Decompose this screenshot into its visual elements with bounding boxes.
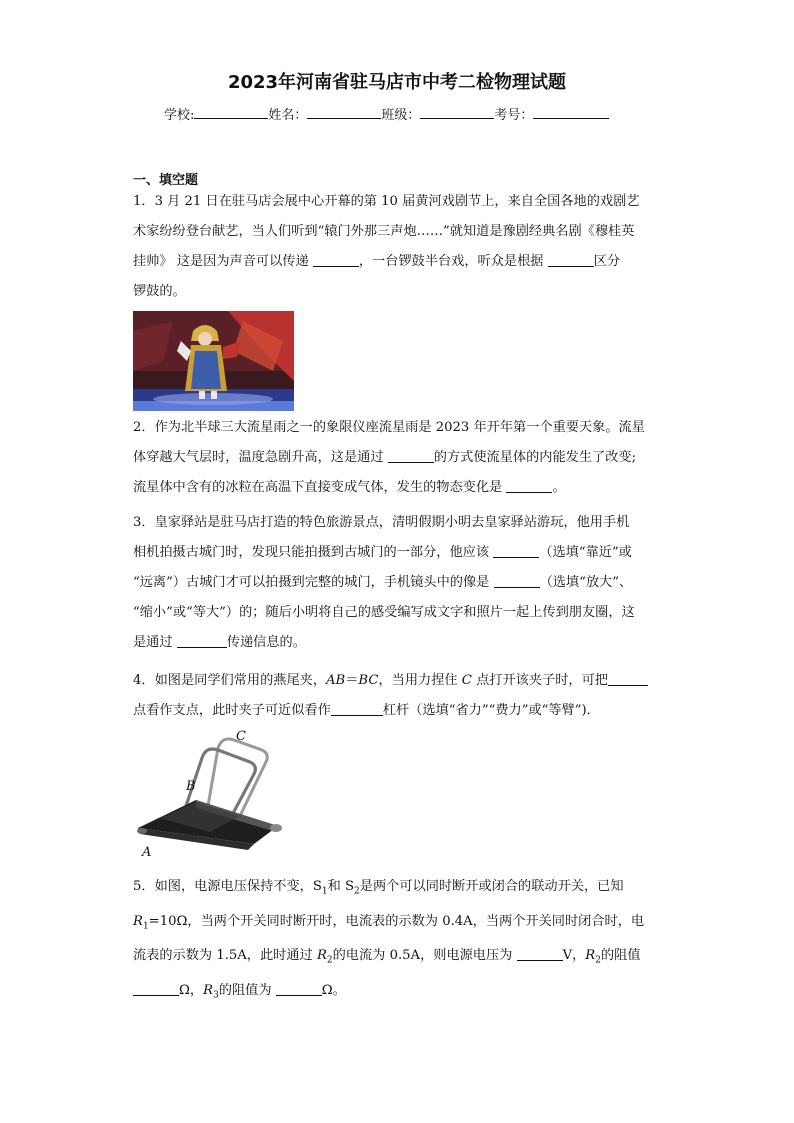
class-blank (420, 106, 494, 119)
q2-line-2 (133, 443, 663, 473)
answer-blank (313, 253, 359, 267)
q4-line-2 (133, 696, 663, 726)
class-label: 班级： (381, 108, 421, 123)
section-heading: 一、填空题 (133, 173, 199, 188)
q4-text: 杠杆（选填“省力”“费力”或“等臂”)． (382, 703, 600, 718)
q5-text: 的阻值为 (218, 982, 276, 998)
question-4 (133, 666, 663, 726)
q3-text: （选填“放大”、 (539, 575, 633, 590)
exam-no-blank (533, 106, 609, 119)
answer-blank (493, 544, 539, 558)
q5-text: Ω。 (321, 982, 346, 998)
q5-subscript: 2 (326, 955, 333, 966)
answer-blank (388, 449, 434, 463)
q4-text: ＝ (345, 673, 359, 688)
q3-text: “远离”）古城门才可以拍摄到完整的城门，手机镜头中的像是 (133, 575, 494, 590)
q2-text: 的方式使流星体的内能发生了改变; (433, 450, 637, 465)
school-label: 学校: (164, 108, 195, 123)
q5-text: V， (562, 948, 586, 964)
name-blank (307, 106, 381, 119)
q5-line-2 (133, 907, 663, 942)
q2-line-1: 2．作为北半球三大流星雨之一的象限仪座流星雨是 2023 年开年第一个重要天象。流星 (133, 420, 645, 435)
q5-text: 和 S (327, 879, 355, 894)
answer-blank (133, 982, 179, 996)
q4-text: 点打开该夹子时，可把 (471, 673, 608, 688)
q3-line-1: 3．皇家驿站是驻马店打造的特色旅游景点，清明假期小明去皇家驿站游玩，他用手机 (133, 515, 630, 530)
q5-text: R (585, 948, 596, 964)
answer-blank (276, 982, 322, 996)
q4-text: AB (326, 673, 346, 688)
exam-no-label: 考号： (494, 108, 534, 123)
q5-subscript: 1 (142, 921, 149, 932)
q5-subscript: 2 (595, 955, 601, 966)
q3-text: （选填“靠近”或 (539, 545, 632, 560)
opera-performer-photo (133, 311, 294, 411)
q5-text: R (133, 913, 143, 929)
q5-text: 的阻值 (600, 948, 641, 964)
q5-text: 流表的示数为 1.5A，此时通过 (133, 948, 317, 964)
q4-line-1 (133, 666, 663, 696)
q5-text: =10Ω，当两个开关同时断开时，电流表的示数为 0.4A，当两个开关同时闭合时，电 (148, 913, 645, 929)
student-info-line (164, 104, 609, 123)
answer-blank (177, 634, 227, 648)
q3-line-4: “缩小”或“等大”）的；随后小明将自己的感受编写成文字和照片一起上传到朋友圈，这 (133, 605, 635, 620)
q1-line-2: 术家纷纷登台献艺，当人们听到“辕门外那三声炮……”就知道是豫剧经典名剧《穆桂英 (133, 224, 635, 239)
q5-text: 5．如图，电源电压保持不变，S (133, 879, 322, 894)
q3-text: 相机拍摄古城门时，发现只能拍摄到古城门的一部分，他应该 (133, 545, 494, 560)
q3-text: 是通过 (133, 635, 177, 650)
q5-line-4 (133, 976, 663, 1011)
q4-text: 点看作支点，此时夹子可近似看作 (133, 703, 331, 718)
answer-blank (548, 253, 594, 267)
q5-subscript: 2 (354, 886, 360, 897)
q3-text: 传递信息的。 (226, 635, 306, 650)
q5-subscript: 1 (321, 886, 328, 897)
q2-text: 体穿越大气层时，温度急剧升高，这是通过 (133, 450, 388, 465)
question-3 (133, 508, 663, 658)
q1-text: ，一台锣鼓半台戏，听众是根据 (358, 254, 548, 269)
school-blank (194, 106, 268, 119)
label-a: A (142, 845, 152, 860)
q1-line-1: 1．3 月 21 日在驻马店会展中心开幕的第 10 届黄河戏剧节上，来自全国各地的戏剧艺 (133, 194, 640, 209)
q2-text: 。 (552, 480, 566, 495)
page-title: 2023年河南省驻马店市中考二检物理试题 (227, 72, 567, 93)
answer-blank (608, 672, 648, 686)
q5-line-1 (133, 872, 663, 907)
q1-text: 挂帅》 这是因为声音可以传递 (133, 254, 313, 269)
q3-line-5 (133, 628, 663, 658)
name-label: 姓名： (268, 108, 308, 123)
q5-text: 的电流为 0.5A，则电源电压为 (332, 948, 517, 964)
q5-text: R (203, 982, 214, 998)
q1-text: 区分 (593, 254, 621, 269)
q3-line-3 (133, 568, 663, 598)
label-b: B (186, 779, 196, 794)
q5-text: R (316, 948, 327, 964)
question-5 (133, 872, 663, 1011)
question-2 (133, 413, 663, 503)
answer-blank (506, 479, 552, 493)
answer-blank (331, 702, 383, 716)
binder-clip-figure (130, 728, 290, 860)
q5-subscript: 3 (213, 990, 219, 1001)
q5-text: 是两个可以同时断开或闭合的联动开关，已知 (359, 879, 624, 894)
q4-text: BC (358, 673, 379, 688)
q4-text: ，当用力捏住 (378, 673, 462, 688)
q1-line-4: 锣鼓的。 (133, 284, 186, 299)
question-1 (133, 187, 663, 307)
q3-line-2 (133, 538, 663, 568)
q4-text: C (461, 673, 472, 688)
q2-text: 流星体中含有的冰粒在高温下直接变成气体，发生的物态变化是 (133, 480, 507, 495)
q2-line-3 (133, 473, 663, 503)
q1-line-3 (133, 247, 663, 277)
answer-blank (494, 574, 540, 588)
q4-text: 4．如图是同学们常用的燕尾夹， (133, 673, 327, 688)
answer-blank (517, 947, 563, 961)
q5-text: Ω， (179, 982, 204, 998)
q5-line-3 (133, 941, 663, 976)
label-c: C (236, 729, 246, 744)
